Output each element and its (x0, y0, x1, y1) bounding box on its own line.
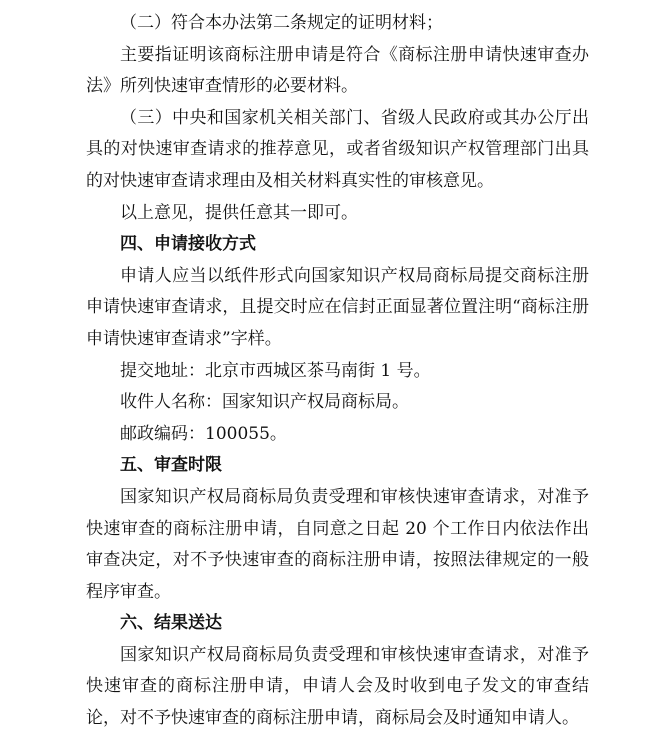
item-three: （三）中央和国家机关相关部门、省级人民政府或其办公厅出具的对快速审查请求的推荐意见，或者省级知识产权管理部门出具的对快速审查请求理由及相关材料真实性的审核意见。 (86, 107, 589, 191)
section-five-heading: 五、审查时限 (120, 455, 222, 476)
recipient-name: 收件人名称：国家知识产权局商标局。 (120, 392, 409, 413)
section-six-heading: 六、结果送达 (120, 613, 222, 634)
section-four-heading: 四、申请接收方式 (120, 234, 256, 255)
postal-code: 邮政编码：100055。 (120, 423, 287, 444)
submit-address: 提交地址：北京市西城区茶马南街 1 号。 (120, 360, 431, 381)
item-two-detail: 主要指证明该商标注册申请是符合《商标注册申请快速审查办法》所列快速审查情形的必要材料。 (86, 44, 589, 97)
section-six-body: 国家知识产权局商标局负责受理和审核快速审查请求，对准予快速审查的商标注册申请，申请人会及时收到电子发文的审查结论，对不予快速审查的商标注册申请，商标局会及时通知申请人。 (86, 644, 589, 729)
opinion-note: 以上意见，提供任意其一即可。 (120, 202, 358, 223)
section-five-body: 国家知识产权局商标局负责受理和审核快速审查请求，对准予快速审查的商标注册申请，自同意之日起 20 个工作日内依法作出审查决定，对不予快速审查的商标注册申请，按照法律规定的一般程序审查。 (86, 486, 589, 602)
section-four-body: 申请人应当以纸件形式向国家知识产权局商标局提交商标注册申请快速审查请求，且提交时应在信封正面显著位置注明“商标注册申请快速审查请求”字样。 (86, 265, 589, 349)
item-two: （二）符合本办法第二条规定的证明材料； (120, 13, 443, 33)
